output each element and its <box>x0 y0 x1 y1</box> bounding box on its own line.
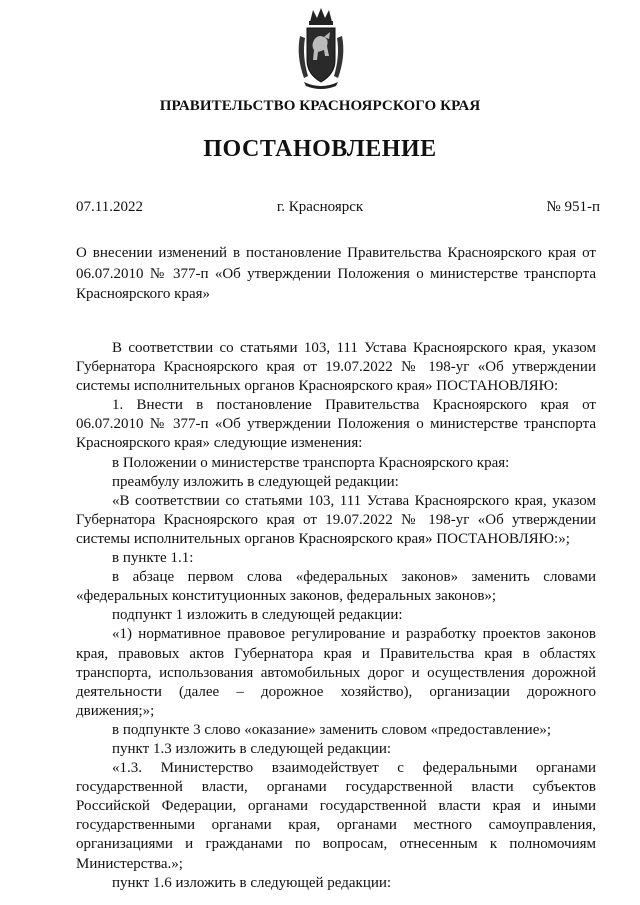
paragraph: в абзаце первом слова «федеральных законов» заменить словами «федеральных конституционных законов, федеральных законов»; <box>76 569 596 605</box>
paragraph: в пункте 1.1: <box>112 550 194 567</box>
paragraph: подпункт 1 изложить в следующей редакции: <box>112 607 403 624</box>
document-date: 07.11.2022 <box>76 199 143 215</box>
document-number: № 951-п <box>546 199 600 215</box>
paragraph: «1.3. Министерство взаимодействует с федеральными органами государственной власти, органами государственной власти субъектов Российской Федерации, органами государственной власти края и иными государственными органами края, органами местного самоуправления, организациями и гражданами по вопросам, отнесенным к полномочиям Министерства.»; <box>76 760 596 872</box>
paragraph: пункт 1.3 изложить в следующей редакции: <box>112 740 392 757</box>
paragraph: в Положении о министерстве транспорта Красноярского края: <box>112 454 510 471</box>
document-subject: О внесении изменений в постановление Правительства Красноярского края от 06.07.2010 № 377-п «Об утверждении Положения о министерстве транспорта Красноярского края» <box>76 245 596 302</box>
krasnoyarsk-coat-of-arms-icon <box>296 6 346 90</box>
paragraph: В соответствии со статьями 103, 111 Устава Красноярского края, указом Губернатора Красноярского края от 19.07.2022 № 198-уг «Об утверждении системы исполнительных органов Красноярского края» ПОСТАНОВЛЯЮ: <box>76 340 596 395</box>
paragraph: «В соответствии со статьями 103, 111 Устава Красноярского края, указом Губернатора Красноярского края от 19.07.2022 № 198-уг «Об утверждении системы исполнительных органов Красноярского края» ПОСТАНОВЛЯЮ:»; <box>76 492 596 547</box>
document-body <box>76 339 596 893</box>
paragraph: «1) нормативное правовое регулирование и разработку проектов законов края, правовых актов Губернатора края и Правительства края в областях транспорта, использования автомобильных дорог и осуществления дорожной деятельности (далее – дорожное хозяйство), организации дорожного движения;»; <box>76 626 596 719</box>
paragraph: 1. Внести в постановление Правительства Красноярского края от 06.07.2010 № 377-п «Об утверждении Положения о министерстве транспорта Красноярского края» следующие изменения: <box>76 397 596 452</box>
document-city: г. Красноярск <box>276 199 364 215</box>
document-type-title: ПОСТАНОВЛЕНИЕ <box>203 136 437 162</box>
paragraph: в подпункте 3 слово «оказание» заменить словом «предоставление»; <box>112 721 552 738</box>
paragraph: преамбулу изложить в следующей редакции: <box>112 473 399 490</box>
paragraph: пункт 1.6 изложить в следующей редакции: <box>112 874 392 891</box>
organization-title: ПРАВИТЕЛЬСТВО КРАСНОЯРСКОГО КРАЯ <box>159 98 481 114</box>
